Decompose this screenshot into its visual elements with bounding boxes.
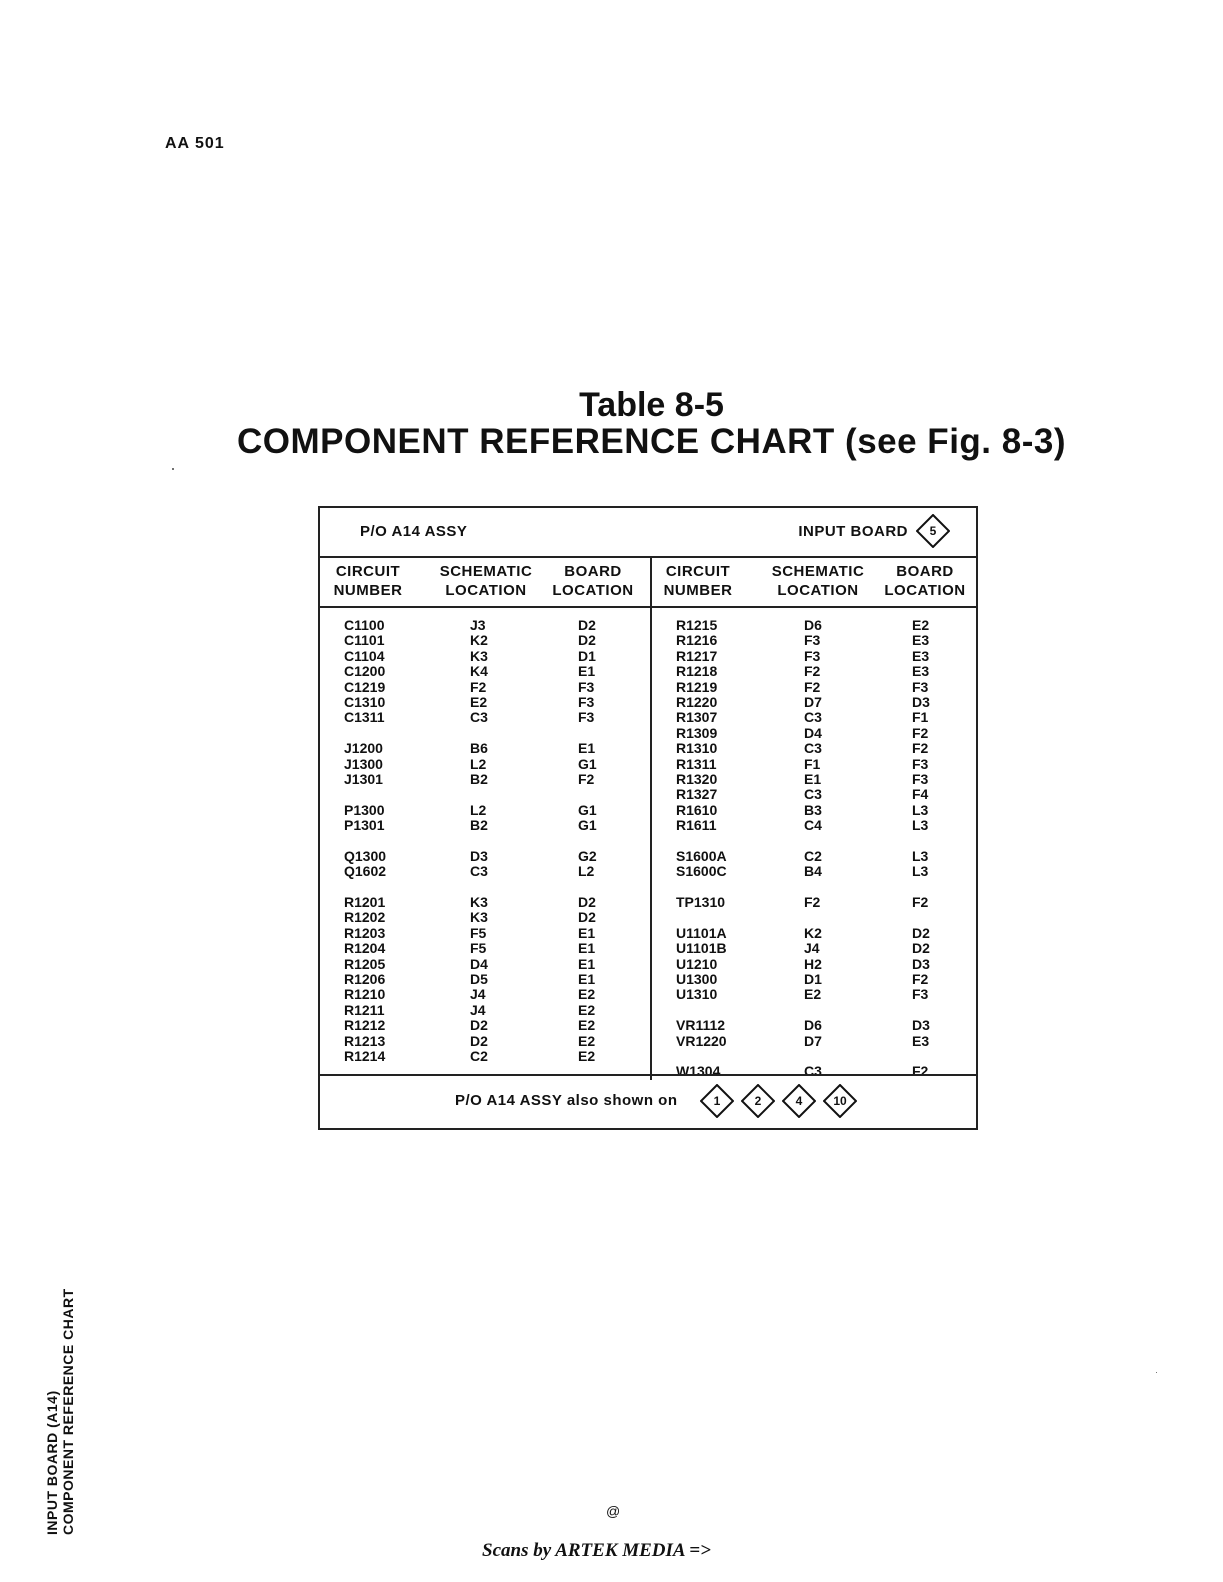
group-spacer	[804, 910, 822, 925]
group-spacer	[578, 787, 597, 802]
board-location: D2	[912, 924, 930, 941]
schematic-location: F2	[804, 678, 821, 695]
group-spacer	[344, 787, 386, 802]
circuit-number: Q1602	[344, 863, 387, 880]
circuit-number: R1310	[676, 740, 718, 757]
schematic-location: J4	[470, 986, 486, 1003]
schematic-location: D7	[804, 1032, 822, 1049]
schematic-location: B3	[804, 801, 822, 818]
left-circuit-column	[344, 618, 386, 1064]
board-location: D3	[912, 693, 930, 710]
reference-diamond-10	[823, 1084, 857, 1118]
group-spacer	[676, 833, 727, 848]
circuit-number: R1311	[676, 755, 717, 772]
group-spacer	[676, 880, 727, 895]
schematic-location: D2	[470, 1017, 488, 1034]
board-location: E3	[912, 663, 930, 680]
schematic-location: D3	[470, 847, 488, 864]
group-spacer	[578, 880, 597, 895]
table-number-title: Table 8-5	[579, 386, 724, 424]
schematic-location: F2	[470, 678, 487, 695]
schematic-location: E2	[470, 693, 488, 710]
schematic-location: C3	[804, 786, 822, 803]
circuit-number: R1206	[344, 970, 386, 987]
col-header-board: BOARD LOCATION	[552, 563, 634, 599]
board-location: G1	[578, 801, 597, 818]
board-location: E2	[578, 986, 596, 1003]
circuit-number: U1300	[676, 970, 718, 987]
board-location: F3	[912, 755, 929, 772]
board-location: D3	[912, 955, 930, 972]
group-spacer	[676, 910, 727, 925]
board-location: E3	[912, 1032, 930, 1049]
schematic-location: C2	[804, 847, 822, 864]
circuit-number: R1201	[344, 894, 386, 911]
circuit-number: R1215	[676, 617, 718, 633]
schematic-location: D6	[804, 617, 822, 633]
schematic-location: D2	[470, 1032, 488, 1049]
circuit-number: R1309	[676, 724, 718, 741]
schematic-location: C3	[470, 709, 488, 726]
schematic-location: D1	[804, 970, 822, 987]
circuit-number: R1611	[676, 817, 717, 834]
board-location: D3	[912, 1017, 930, 1034]
board-location: D2	[912, 940, 930, 957]
schematic-location: E2	[804, 986, 822, 1003]
circuit-number: R1220	[676, 693, 718, 710]
board-location: E2	[578, 1017, 596, 1034]
board-diamond-badge	[916, 514, 950, 548]
schematic-location: K2	[804, 924, 822, 941]
reference-number: 1	[713, 1094, 721, 1108]
circuit-number: S1600C	[676, 863, 727, 880]
circuit-number: R1204	[344, 940, 386, 957]
board-location: F1	[912, 709, 929, 726]
circuit-number: R1210	[344, 986, 386, 1003]
col-header-schematic: SCHEMATIC LOCATION	[439, 563, 533, 599]
group-spacer	[470, 726, 488, 741]
reference-number: 10	[833, 1094, 847, 1108]
group-spacer	[912, 910, 930, 925]
schematic-location: C3	[804, 740, 822, 757]
schematic-location: D5	[470, 970, 488, 987]
schematic-location: C3	[804, 709, 822, 726]
board-location: F3	[912, 986, 929, 1003]
circuit-number: C1100	[344, 617, 385, 633]
board-location: E1	[578, 940, 596, 957]
col-header-circuit: CIRCUIT NUMBER	[333, 563, 403, 599]
board-location: L2	[578, 863, 595, 880]
scan-speck	[172, 468, 174, 470]
circuit-number: J1200	[344, 740, 383, 757]
schematic-location: H2	[804, 955, 822, 972]
chart-header	[320, 508, 976, 558]
schematic-location: D4	[804, 724, 822, 741]
circuit-number: R1320	[676, 770, 718, 787]
group-spacer	[804, 833, 822, 848]
board-location: E2	[578, 1001, 596, 1018]
schematic-location: J3	[470, 617, 486, 633]
circuit-number: VR1220	[676, 1032, 727, 1049]
circuit-number: C1311	[344, 709, 385, 726]
board-location: F3	[578, 693, 595, 710]
board-location: F3	[578, 678, 595, 695]
schematic-location: F2	[804, 663, 821, 680]
board-location: E1	[578, 955, 596, 972]
circuit-number: R1202	[344, 909, 386, 926]
circuit-number: C1104	[344, 647, 385, 664]
reference-diamond-1	[700, 1084, 734, 1118]
schematic-location: F5	[470, 924, 487, 941]
schematic-location: C4	[804, 817, 822, 834]
column-headers	[320, 556, 976, 608]
schematic-location: F3	[804, 647, 821, 664]
board-location: E2	[578, 1032, 596, 1049]
circuit-number: R1217	[676, 647, 718, 664]
schematic-location: L2	[470, 801, 487, 818]
circuit-number: R1214	[344, 1047, 386, 1064]
board-location: F2	[912, 1063, 929, 1080]
circuit-number: C1310	[344, 693, 386, 710]
chart-body	[320, 606, 976, 1080]
schematic-location: B6	[470, 740, 488, 757]
reference-number: 4	[795, 1094, 803, 1108]
board-number: 5	[929, 524, 937, 538]
board-location: E2	[578, 1047, 596, 1064]
left-board-column	[578, 618, 597, 1064]
circuit-number: Q1300	[344, 847, 387, 864]
board-location: F3	[912, 770, 929, 787]
circuit-number: R1610	[676, 801, 718, 818]
board-location: D1	[578, 647, 596, 664]
group-spacer	[344, 880, 386, 895]
board-location: F4	[912, 786, 929, 803]
reference-number: 2	[754, 1094, 762, 1108]
circuit-number: VR1112	[676, 1017, 726, 1034]
col-header-board-right: BOARD LOCATION	[884, 563, 966, 599]
right-board-column	[912, 618, 930, 1080]
circuit-number: U1101B	[676, 940, 727, 957]
group-spacer	[676, 1003, 727, 1018]
group-spacer	[578, 726, 597, 741]
circuit-number: R1211	[344, 1001, 385, 1018]
reference-diamond-2	[741, 1084, 775, 1118]
circuit-number: R1218	[676, 663, 718, 680]
group-spacer	[912, 1049, 930, 1064]
schematic-location: D6	[804, 1017, 822, 1034]
board-location: E2	[912, 617, 930, 633]
board-location: F2	[912, 970, 929, 987]
schematic-location: K4	[470, 663, 488, 680]
scan-credit: Scans by ARTEK MEDIA =>	[482, 1540, 711, 1561]
board-location: F2	[912, 740, 929, 757]
board-location: F2	[912, 894, 929, 911]
schematic-location: K2	[470, 632, 488, 649]
board-location: G1	[578, 817, 597, 834]
col-header-schematic-right: SCHEMATIC LOCATION	[771, 563, 865, 599]
board-location: G2	[578, 847, 597, 864]
circuit-number: R1212	[344, 1017, 386, 1034]
group-spacer	[912, 880, 930, 895]
schematic-location: B2	[470, 770, 488, 787]
circuit-number: R1216	[676, 632, 718, 649]
group-spacer	[804, 1049, 822, 1064]
board-location: E1	[578, 924, 596, 941]
right-circuit-column	[676, 618, 727, 1080]
left-schematic-column	[470, 618, 488, 1064]
circuit-number: C1219	[344, 678, 386, 695]
circuit-number: W1304	[676, 1063, 721, 1080]
document-id: AA 501	[165, 135, 225, 152]
schematic-location: L2	[470, 755, 487, 772]
group-spacer	[470, 833, 488, 848]
table-title: COMPONENT REFERENCE CHART (see Fig. 8-3)	[237, 422, 1066, 461]
schematic-location: E1	[804, 770, 822, 787]
col-header-circuit-right: CIRCUIT NUMBER	[663, 563, 733, 599]
schematic-location: F2	[804, 894, 821, 911]
board-location: E1	[578, 663, 596, 680]
circuit-number: R1203	[344, 924, 386, 941]
board-location: G1	[578, 755, 597, 772]
circuit-number: U1310	[676, 986, 718, 1003]
assembly-label: P/O A14 ASSY	[360, 523, 468, 540]
schematic-location: F5	[470, 940, 487, 957]
board-location: L3	[912, 801, 929, 818]
schematic-location: D4	[470, 955, 488, 972]
circuit-number: R1327	[676, 786, 718, 803]
group-spacer	[912, 833, 930, 848]
schematic-location: B2	[470, 817, 488, 834]
circuit-number: P1300	[344, 801, 385, 818]
chart-footer	[320, 1074, 976, 1128]
circuit-number: S1600A	[676, 847, 727, 864]
board-location: F3	[578, 709, 595, 726]
board-location: E1	[578, 740, 596, 757]
circuit-number: R1307	[676, 709, 718, 726]
board-label: INPUT BOARD	[798, 523, 908, 540]
board-location: D2	[578, 617, 596, 633]
reference-diamond-4	[782, 1084, 816, 1118]
schematic-location: K3	[470, 909, 488, 926]
board-location: F2	[912, 724, 929, 741]
circuit-number: P1301	[344, 817, 385, 834]
schematic-location: K3	[470, 894, 488, 911]
group-spacer	[912, 1003, 930, 1018]
schematic-location: F3	[804, 632, 821, 649]
board-location: E1	[578, 970, 596, 987]
board-location: F3	[912, 678, 929, 695]
circuit-number: U1210	[676, 955, 718, 972]
schematic-location: F1	[804, 755, 821, 772]
circuit-number: R1219	[676, 678, 718, 695]
circuit-number: J1300	[344, 755, 383, 772]
component-reference-chart	[318, 506, 978, 1130]
board-location: D2	[578, 894, 596, 911]
schematic-location: J4	[804, 940, 820, 957]
board-location: E3	[912, 632, 930, 649]
board-location: E3	[912, 647, 930, 664]
circuit-number: R1205	[344, 955, 386, 972]
schematic-location: C2	[470, 1047, 488, 1064]
board-location: D2	[578, 632, 596, 649]
circuit-number: TP1310	[676, 894, 726, 911]
group-spacer	[804, 1003, 822, 1018]
side-caption: INPUT BOARD (A14) COMPONENT REFERENCE CHART	[44, 1288, 76, 1535]
board-location: L3	[912, 847, 929, 864]
board-location: L3	[912, 817, 929, 834]
schematic-location: B4	[804, 863, 822, 880]
group-spacer	[344, 833, 386, 848]
schematic-location: K3	[470, 647, 488, 664]
circuit-number: J1301	[344, 770, 383, 787]
circuit-number: U1101A	[676, 924, 727, 941]
board-location: L3	[912, 863, 929, 880]
group-spacer	[344, 726, 386, 741]
schematic-location: D7	[804, 693, 822, 710]
right-schematic-column	[804, 618, 822, 1080]
board-location: D2	[578, 909, 596, 926]
schematic-location: C3	[804, 1063, 822, 1080]
circuit-number: C1101	[344, 632, 385, 649]
schematic-location: C3	[470, 863, 488, 880]
board-location: F2	[578, 770, 595, 787]
group-spacer	[578, 833, 597, 848]
group-spacer	[470, 880, 488, 895]
footer-text: P/O A14 ASSY also shown on	[455, 1092, 678, 1109]
page-mark: @	[606, 1503, 621, 1519]
group-spacer	[804, 880, 822, 895]
circuit-number: C1200	[344, 663, 386, 680]
group-spacer	[470, 787, 488, 802]
scan-speck	[1156, 1372, 1157, 1373]
circuit-number: R1213	[344, 1032, 386, 1049]
schematic-location: J4	[470, 1001, 486, 1018]
group-spacer	[676, 1049, 727, 1064]
